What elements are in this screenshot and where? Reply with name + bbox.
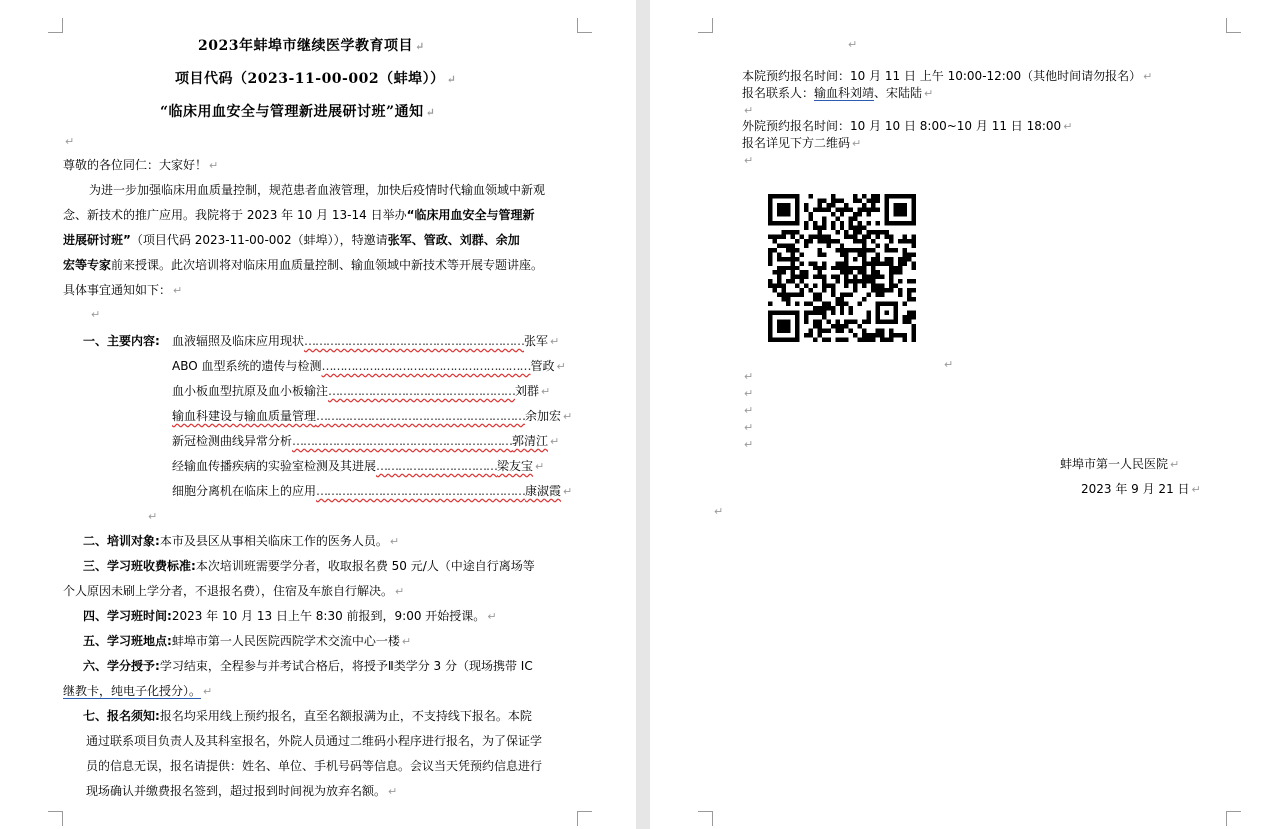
topic-row[interactable]: 新冠检测曲线异常分析……………………………………………………郭清江 ↵	[172, 434, 560, 448]
crop-mark-top-right	[1226, 18, 1241, 33]
crop-mark-bottom-left	[698, 811, 713, 826]
empty-paragraph[interactable]: ↵	[744, 370, 754, 383]
section-4[interactable]: 四、学习班时间:2023 年 10 月 13 日上午 8:30 前报到，9:00 开始授课。 ↵	[83, 609, 497, 623]
intro-line-4[interactable]: 宏等专家前来授课。此次培训将对临床用血质量控制、输血领域中新技术等开展专题讲座。	[63, 258, 544, 272]
section-7-line-4[interactable]: 现场确认并缴费报名签到，超过报到时间视为放弃名额。 ↵	[86, 784, 398, 798]
qr-code-note[interactable]: 报名详见下方二维码 ↵	[742, 136, 862, 150]
doc-title-line-2[interactable]: 项目代码（2023-11-00-002（蚌埠）） ↵	[175, 71, 457, 87]
section-5[interactable]: 五、学习班地点:蚌埠市第一人民医院西院学术交流中心一楼 ↵	[83, 634, 412, 648]
empty-paragraph[interactable]: ↵	[714, 505, 724, 518]
doc-title-line-3[interactable]: “临床用血安全与管理新进展研讨班”通知 ↵	[160, 104, 436, 120]
empty-paragraph[interactable]: ↵	[65, 135, 75, 148]
section-7-line-3[interactable]: 员的信息无误，报名请提供：姓名、单位、手机号码等信息。会议当天凭预约信息进行	[86, 759, 543, 773]
empty-paragraph[interactable]: ↵	[744, 421, 754, 434]
registration-qr-code-image[interactable]	[768, 194, 916, 342]
crop-mark-top-left	[48, 18, 63, 33]
section-3-line-2[interactable]: 个人原因未刷上学分者，不退报名费），住宿及车旅自行解决。 ↵	[63, 584, 405, 598]
empty-paragraph[interactable]: ↵	[744, 154, 754, 167]
intro-line-3[interactable]: 进展研讨班”（项目代码 2023-11-00-002（蚌埠）），特邀请张军、管政、刘群、余加	[63, 233, 520, 247]
topic-row[interactable]: 经输血传播疾病的实验室检测及其进展……………………………梁友宝 ↵	[172, 459, 545, 473]
external-registration-time[interactable]: 外院预约报名时间：10 月 10 日 8:00~10 月 11 日 18:00 ↵	[742, 119, 1073, 133]
empty-paragraph[interactable]: ↵	[744, 387, 754, 400]
section-1-label[interactable]: 一、主要内容:	[83, 334, 160, 348]
empty-paragraph[interactable]: ↵	[744, 438, 754, 451]
section-6-line-1[interactable]: 六、学分授予:学习结束，全程参与并考试合格后，将授予Ⅱ类学分 3 分（现场携带 IC	[83, 659, 533, 673]
empty-paragraph[interactable]: ↵	[148, 510, 158, 523]
empty-paragraph[interactable]: ↵	[744, 104, 754, 117]
topic-row[interactable]: 血液辐照及临床应用现状……………………………………………………张军 ↵	[172, 334, 560, 348]
intro-line-2[interactable]: 念、新技术的推广应用。我院将于 2023 年 10 月 13-14 日举办“临床用血安全与管理新	[63, 208, 535, 222]
intro-line-5[interactable]: 具体事宜通知如下： ↵	[63, 283, 183, 297]
topic-row[interactable]: 血小板血型抗原及血小板输注……………………………………………刘群 ↵	[172, 384, 551, 398]
empty-paragraph[interactable]: ↵	[848, 38, 858, 51]
crop-mark-bottom-right	[1226, 811, 1241, 826]
topic-row[interactable]: 细胞分离机在临床上的应用…………………………………………………康淑霞 ↵	[172, 484, 573, 498]
greeting[interactable]: 尊敬的各位同仁：大家好！ ↵	[63, 158, 219, 172]
crop-mark-top-left	[698, 18, 713, 33]
signature-date[interactable]: 2023 年 9 月 21 日 ↵	[1081, 482, 1201, 496]
registration-contact[interactable]: 报名联系人：输血科刘靖、宋陆陆 ↵	[742, 86, 934, 100]
signature-hospital[interactable]: 蚌埠市第一人民医院 ↵	[1060, 457, 1180, 471]
internal-registration-time[interactable]: 本院预约报名时间：10 月 11 日 上午 10:00-12:00（其他时间请勿报名） ↵	[742, 69, 1153, 83]
empty-paragraph[interactable]: ↵	[944, 358, 954, 371]
empty-paragraph[interactable]: ↵	[744, 404, 754, 417]
section-3-line-1[interactable]: 三、学习班收费标准:本次培训班需要学分者，收取报名费 50 元/人（中途自行离场等	[83, 559, 535, 573]
section-7-line-2[interactable]: 通过联系项目负责人及其科室报名，外院人员通过二维码小程序进行报名，为了保证学	[86, 734, 543, 748]
crop-mark-bottom-left	[48, 811, 63, 826]
crop-mark-bottom-right	[577, 811, 592, 826]
topic-row[interactable]: 输血科建设与输血质量管理…………………………………………………余加宏 ↵	[172, 409, 573, 423]
section-7-line-1[interactable]: 七、报名须知:报名均采用线上预约报名，直至名额报满为止，不支持线下报名。本院	[83, 709, 532, 723]
intro-line-1[interactable]: 为进一步加强临床用血质量控制，规范患者血液管理，加快后疫情时代输血领域中新观	[89, 183, 546, 197]
crop-mark-top-right	[577, 18, 592, 33]
topic-row[interactable]: ABO 血型系统的遗传与检测…………………………………………………管政 ↵	[172, 359, 566, 373]
section-2[interactable]: 二、培训对象:本市及县区从事相关临床工作的医务人员。 ↵	[83, 534, 400, 548]
section-6-line-2[interactable]: 继教卡，纯电子化授分）。 ↵	[63, 684, 213, 698]
empty-paragraph[interactable]: ↵	[91, 308, 101, 321]
doc-title-line-1[interactable]: 2023年蚌埠市继续医学教育项目 ↵	[198, 38, 425, 54]
